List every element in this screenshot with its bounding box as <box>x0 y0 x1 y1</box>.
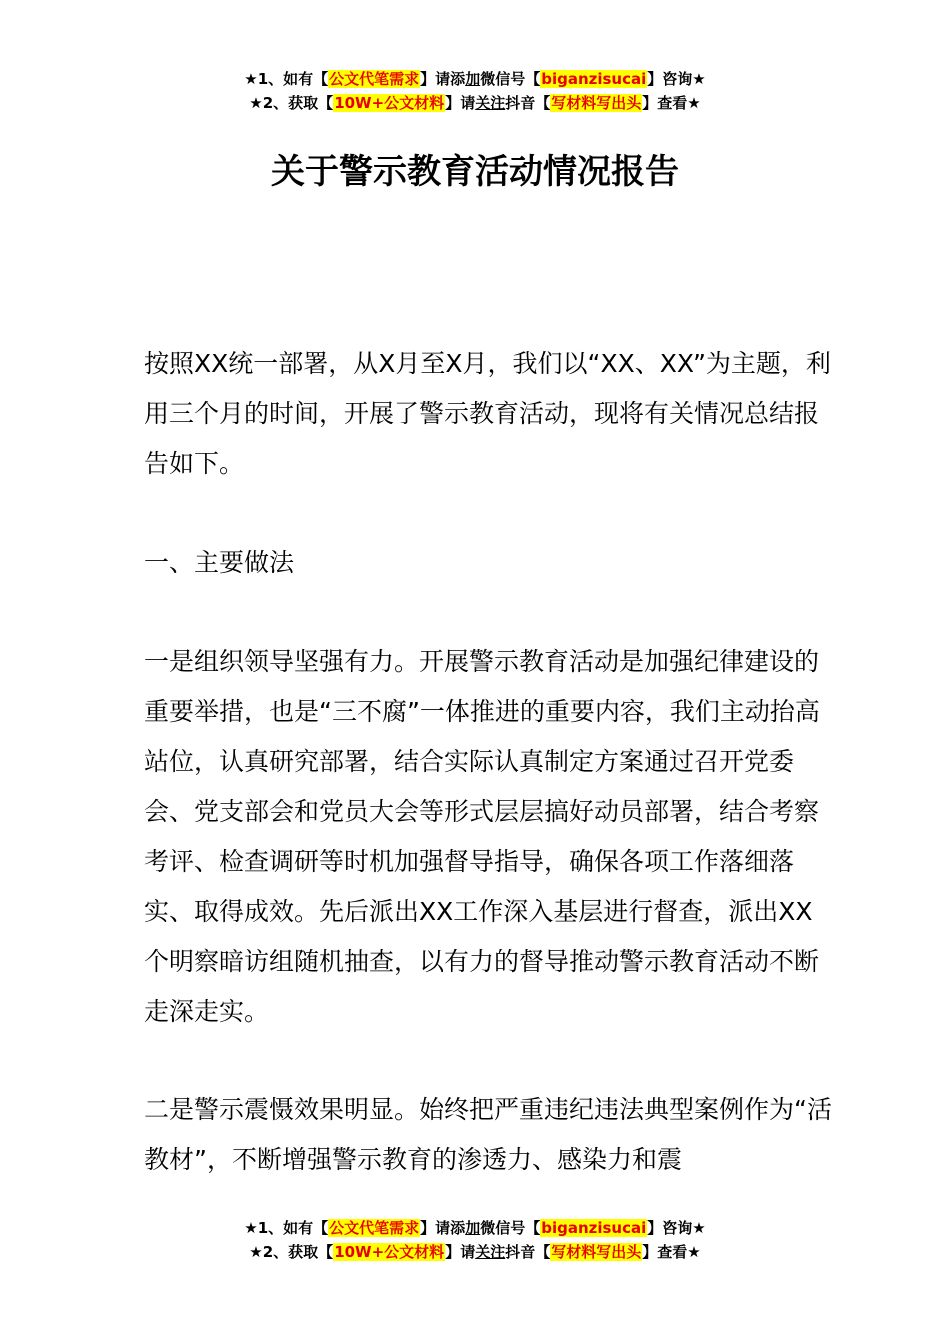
douyin-account: 写材料写出头 <box>551 1243 642 1261</box>
promo-line-1: ★1、如有【公文代笔需求】请添加微信号【biganzisucai】咨询★ <box>244 70 706 88</box>
intro-paragraph: 按照XX统一部署，从X月至X月，我们以“XX、XX”为主题，利用三个月的时间，开展了警示教育活动，现将有关情况总结报告如下。 <box>144 349 831 478</box>
wechat-id: biganzisucai <box>541 1219 647 1237</box>
header-promo <box>0 67 950 115</box>
promo-highlight: 公文代笔需求 <box>329 1219 420 1237</box>
footer-promo <box>0 1216 950 1264</box>
promo-line-1: ★1、如有【公文代笔需求】请添加微信号【biganzisucai】咨询★ <box>244 1219 706 1237</box>
wechat-id: biganzisucai <box>541 70 647 88</box>
douyin-account: 写材料写出头 <box>551 94 642 112</box>
promo-line-2: ★2、获取【10W+公文材料】请关注抖音【写材料写出头】查看★ <box>249 94 701 112</box>
promo-line-2: ★2、获取【10W+公文材料】请关注抖音【写材料写出头】查看★ <box>249 1243 701 1261</box>
section-heading: 一、主要做法 <box>144 548 295 577</box>
promo-highlight: 10W+公文材料 <box>334 94 445 112</box>
body-paragraph: 一是组织领导坚强有力。开展警示教育活动是加强纪律建设的重要举措，也是“三不腐”一体推进的重要内容，我们主动抬高站位，认真研究部署，结合实际认真制定方案通过召开党委会、党支部会和党员大会等形式层层搞好动员部署，结合考察考评、检查调研等时机加强督导指导，确保各项工作落细落实、取得成效。先后派出XX工作深入基层进行督查，派出XX个明察暗访组随机抽查，以有力的督导推动警示教育活动不断走深走实。 <box>144 647 820 1026</box>
promo-highlight: 公文代笔需求 <box>329 70 420 88</box>
body-paragraph: 二是警示震慑效果明显。始终把严重违纪违法典型案例作为“活教材”，不断增强警示教育的渗透力、感染力和震 <box>144 1095 832 1174</box>
promo-highlight: 10W+公文材料 <box>334 1243 445 1261</box>
document-title: 关于警示教育活动情况报告 <box>271 152 679 192</box>
